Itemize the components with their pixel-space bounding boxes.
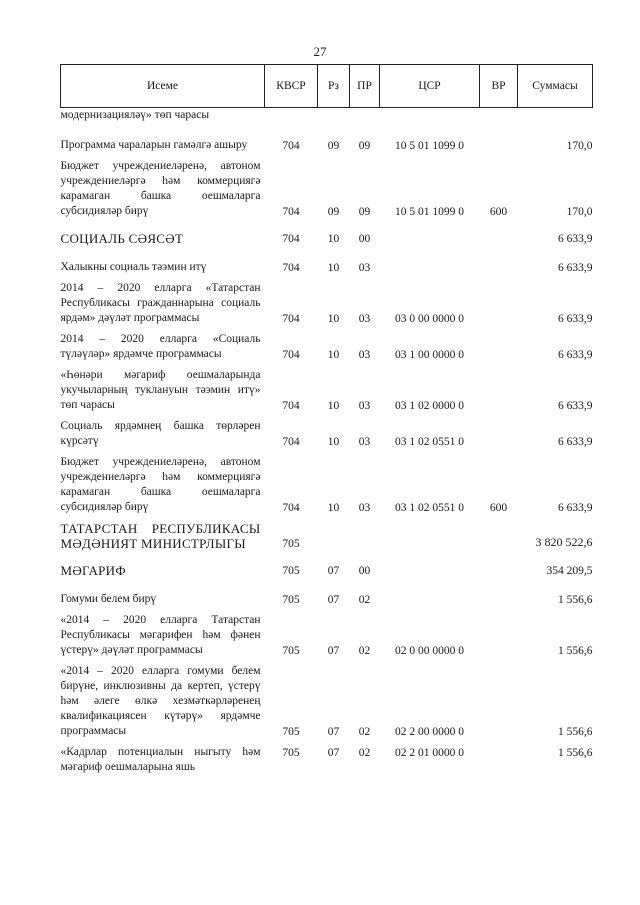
row-sum: 6 633,9 xyxy=(558,436,593,448)
row-csr xyxy=(380,521,480,551)
row-kvsr: 705 xyxy=(282,565,300,577)
row-pr: 02 xyxy=(358,594,371,606)
table-body xyxy=(61,108,593,776)
budget-table-sheet xyxy=(60,64,592,775)
row-rz: 07 xyxy=(327,747,340,759)
row-kvsr: 705 xyxy=(282,538,300,550)
row-rz: 09 xyxy=(327,206,340,218)
row-csr: 03 0 00 0000 0 xyxy=(395,313,464,325)
row-csr: 03 1 02 0000 0 xyxy=(395,400,464,412)
row-name: Гомуми белем бирү xyxy=(60,593,157,605)
row-pr: 02 xyxy=(358,726,371,738)
row-rz: 10 xyxy=(327,262,340,274)
row-sum: 1 556,6 xyxy=(558,645,593,657)
row-kvsr: 705 xyxy=(282,726,300,738)
row-rz: 07 xyxy=(327,565,340,577)
budget-table xyxy=(60,64,593,775)
row-name: модернизацияләү» төп чарасы xyxy=(60,109,210,121)
row-sum: 6 633,9 xyxy=(558,502,593,514)
row-csr xyxy=(380,231,480,246)
row-sum: 6 633,9 xyxy=(558,349,593,361)
row-sum xyxy=(518,108,593,127)
row-csr: 10 5 01 1099 0 xyxy=(395,140,464,152)
header-csr: ЦСР xyxy=(380,65,480,108)
row-pr: 00 xyxy=(358,565,371,577)
row-csr: 02 2 00 0000 0 xyxy=(395,726,464,738)
header-rz: Рз xyxy=(318,65,350,108)
header-kvsr: КВСР xyxy=(265,65,318,108)
row-name: Халыкны социаль тәэмин итү xyxy=(60,261,207,273)
row-rz: 07 xyxy=(327,645,340,657)
table-row xyxy=(61,745,593,775)
row-csr xyxy=(380,108,480,127)
row-pr xyxy=(350,108,380,127)
row-sum: 3 820 522,6 xyxy=(535,535,593,549)
row-rz: 10 xyxy=(327,349,340,361)
row-kvsr: 705 xyxy=(282,747,300,759)
row-sum: 1 556,6 xyxy=(558,747,593,759)
table-row xyxy=(61,108,593,127)
row-name: Программа чараларын гамәлгә ашыру xyxy=(60,139,248,151)
row-name: Бюджет учреждениеләренә, автоном учреждениеләргә һәм коммерциягә карамаган башка оешмаларга субсидияләр бирү xyxy=(60,160,261,217)
row-kvsr: 704 xyxy=(282,140,300,152)
row-sum: 6 633,9 xyxy=(558,400,593,412)
row-csr xyxy=(380,592,480,607)
row-pr: 03 xyxy=(358,349,371,361)
table-row xyxy=(61,664,593,739)
table-header xyxy=(61,65,593,108)
header-name: Исеме xyxy=(61,65,265,108)
row-pr: 09 xyxy=(358,140,371,152)
row-rz: 10 xyxy=(327,400,340,412)
row-kvsr: 704 xyxy=(282,436,300,448)
row-vr xyxy=(480,521,518,551)
row-rz: 10 xyxy=(327,313,340,325)
table-row xyxy=(61,592,593,607)
row-sum: 170,0 xyxy=(566,140,593,152)
row-name: «2014 – 2020 елларга гомуми белем бирүне, инклюзивны да кертеп, үстерү һәм әлеге өлкә хезмәткәрләренең квалификациясен күтәрү» ярдәмче программасы xyxy=(60,665,261,737)
row-rz: 07 xyxy=(327,726,340,738)
row-vr xyxy=(480,132,518,153)
table-row xyxy=(61,521,593,551)
row-kvsr: 704 xyxy=(282,349,300,361)
row-pr: 03 xyxy=(358,502,371,514)
row-vr xyxy=(480,231,518,246)
row-pr: 03 xyxy=(358,262,371,274)
row-rz: 10 xyxy=(327,502,340,514)
row-name: 2014 – 2020 елларга «Татарстан Республикасы гражданнарына социаль ярдәм» дәүләт программасы xyxy=(60,282,261,324)
row-pr: 02 xyxy=(358,645,371,657)
row-rz xyxy=(318,521,350,551)
table-row xyxy=(61,455,593,515)
row-vr xyxy=(480,332,518,362)
row-sum: 6 633,9 xyxy=(558,262,593,274)
table-row xyxy=(61,613,593,658)
header-vr: ВР xyxy=(480,65,518,108)
row-name: «2014 – 2020 елларга Татарстан Республикасы мәгарифен һәм фәнен үстерү» дәүләт программасы xyxy=(60,614,261,656)
row-rz xyxy=(318,108,350,127)
row-pr: 02 xyxy=(358,747,371,759)
row-rz: 09 xyxy=(327,140,340,152)
header-pr: ПР xyxy=(350,65,380,108)
row-sum: 170,0 xyxy=(566,206,593,218)
row-vr: 600 xyxy=(489,206,508,218)
row-vr xyxy=(480,260,518,275)
row-kvsr: 704 xyxy=(282,206,300,218)
row-csr: 10 5 01 1099 0 xyxy=(395,206,464,218)
row-vr xyxy=(480,745,518,775)
row-kvsr: 704 xyxy=(282,233,300,245)
row-name: СОЦИАЛЬ СӘЯСӘТ xyxy=(60,231,184,246)
table-row xyxy=(61,159,593,219)
row-vr xyxy=(480,613,518,658)
row-vr xyxy=(480,368,518,413)
row-csr xyxy=(380,563,480,578)
row-vr: 600 xyxy=(489,502,508,514)
row-sum: 6 633,9 xyxy=(558,313,593,325)
row-vr xyxy=(480,592,518,607)
table-row xyxy=(61,260,593,275)
table-row xyxy=(61,419,593,449)
row-vr xyxy=(480,563,518,578)
row-pr: 03 xyxy=(358,436,371,448)
row-csr: 03 1 00 0000 0 xyxy=(395,349,464,361)
row-name: «Һөнәри мәгариф оешмаларында укучыларның туклануын тәэмин итү» төп чарасы xyxy=(60,369,261,411)
table-row xyxy=(61,281,593,326)
row-name: 2014 – 2020 елларга «Социаль түләүләр» ярдәмче программасы xyxy=(60,333,261,360)
page-number: 27 xyxy=(313,44,327,59)
row-kvsr xyxy=(265,108,318,127)
row-pr: 09 xyxy=(358,206,371,218)
row-pr: 00 xyxy=(358,233,371,245)
table-row xyxy=(61,332,593,362)
row-name: ТАТАРСТАН РЕСПУБЛИКАСЫ МӘДӘНИЯТ МИНИСТРЛЫГЫ xyxy=(60,521,261,551)
row-name: «Кадрлар потенциалын ныгыту һәм мәгариф оешмаларына яшь xyxy=(60,746,261,773)
table-row xyxy=(61,132,593,153)
row-kvsr: 704 xyxy=(282,262,300,274)
row-rz: 10 xyxy=(327,436,340,448)
row-csr: 03 1 02 0551 0 xyxy=(395,436,464,448)
row-vr xyxy=(480,108,518,127)
row-kvsr: 705 xyxy=(282,645,300,657)
row-csr xyxy=(380,260,480,275)
row-sum: 354 209,5 xyxy=(546,565,593,577)
row-vr xyxy=(480,664,518,739)
row-rz: 10 xyxy=(327,233,340,245)
row-vr xyxy=(480,419,518,449)
table-row xyxy=(61,231,593,246)
row-csr: 02 2 01 0000 0 xyxy=(395,747,464,759)
header-sum: Суммасы xyxy=(518,65,593,108)
row-kvsr: 704 xyxy=(282,400,300,412)
row-pr: 03 xyxy=(358,313,371,325)
row-sum: 1 556,6 xyxy=(558,594,593,606)
table-row xyxy=(61,563,593,578)
row-sum: 1 556,6 xyxy=(558,726,593,738)
row-pr: 03 xyxy=(358,400,371,412)
row-kvsr: 705 xyxy=(282,594,300,606)
row-rz: 07 xyxy=(327,594,340,606)
row-pr xyxy=(350,521,380,551)
row-vr xyxy=(480,281,518,326)
row-name: МӘГАРИФ xyxy=(60,563,126,578)
row-sum: 6 633,9 xyxy=(558,233,593,245)
row-name: Бюджет учреждениеләренә, автоном учреждениеләргә һәм коммерциягә карамаган башка оешмаларга субсидияләр бирү xyxy=(60,456,261,513)
row-name: Социаль ярдәмнең башка төрләрен күрсәтү xyxy=(60,420,261,447)
row-kvsr: 704 xyxy=(282,313,300,325)
row-csr: 03 1 02 0551 0 xyxy=(395,502,464,514)
row-kvsr: 704 xyxy=(282,502,300,514)
table-row xyxy=(61,368,593,413)
row-csr: 02 0 00 0000 0 xyxy=(395,645,464,657)
